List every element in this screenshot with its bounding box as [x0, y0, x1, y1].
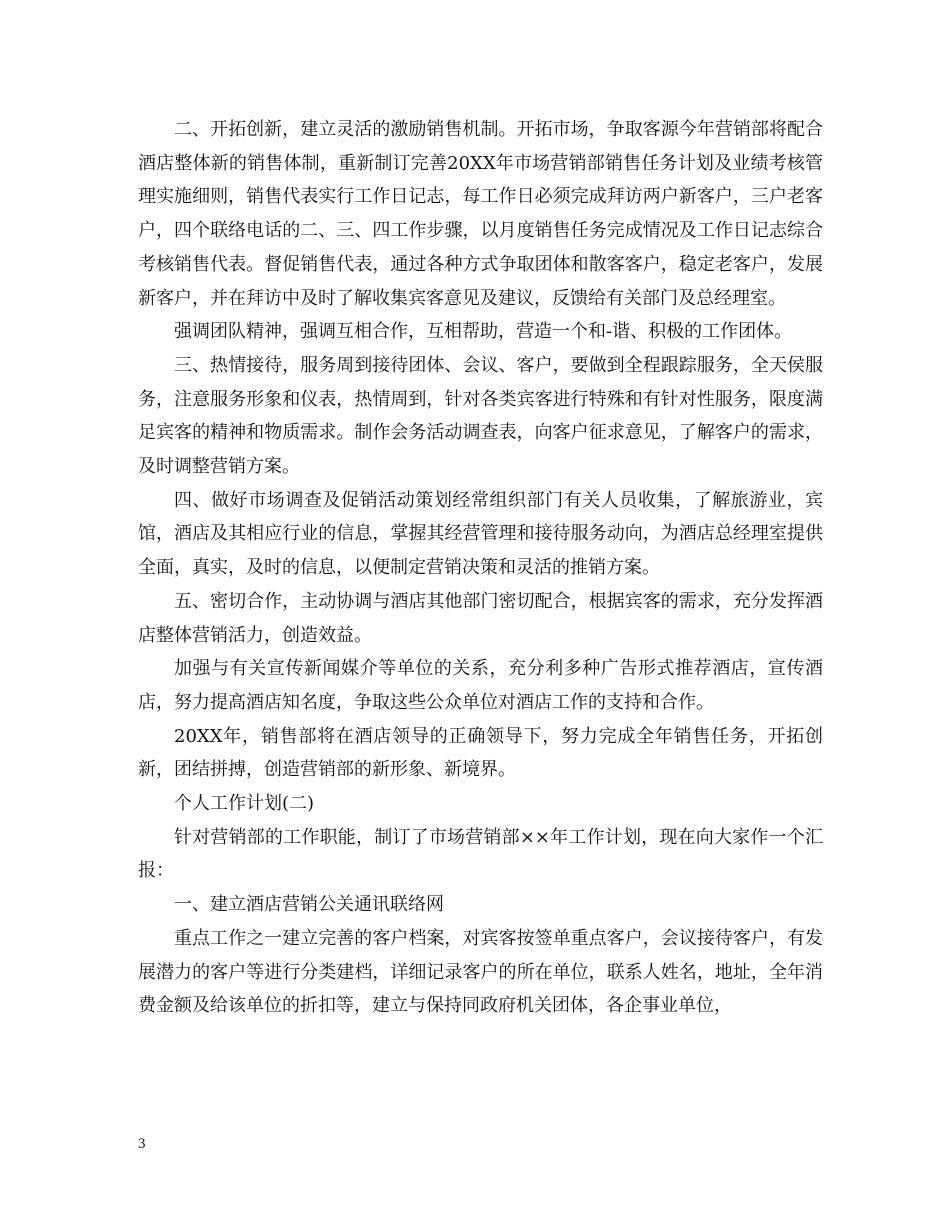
page-number: 3	[138, 1136, 146, 1152]
paragraph: 五、密切合作，主动协调与酒店其他部门密切配合，根据宾客的需求，充分发挥酒店整体营销活力，创造效益。	[138, 590, 823, 646]
paragraph: 针对营销部的工作职能，制订了市场营销部××年工作计划，现在向大家作一个汇报：	[138, 826, 823, 882]
section-heading: 个人工作计划(二)	[174, 793, 315, 815]
paragraph: 强调团队精神，强调互相合作，互相帮助，营造一个和-谐、积极的工作团体。	[174, 321, 793, 343]
section-heading: 一、建立酒店营销公关通讯联络网	[174, 894, 444, 916]
paragraph: 二、开拓创新，建立灵活的激励销售机制。开拓市场，争取客源今年营销部将配合酒店整体新的销售体制，重新制订完善20XX年市场营销部销售任务计划及业绩考核管理实施细则，销售代表实行工作日记志，每工作日必须完成拜访两户新客户，三户老客户，四个联络电话的二、三、四工作步骤，以月度销售任务完成情况及工作日记志综合考核销售代表。督促销售代表，通过各种方式争取团体和散客客户，稳定老客户，发展新客户，并在拜访中及时了解收集宾客意见及建议，反馈给有关部门及总经理室。	[138, 119, 823, 309]
paragraph: 加强与有关宣传新闻媒介等单位的关系，充分利多种广告形式推荐酒店，宣传酒店，努力提高酒店知名度，争取这些公众单位对酒店工作的支持和合作。	[138, 658, 823, 713]
paragraph: 四、做好市场调查及促销活动策划经常组织部门有关人员收集，了解旅游业，宾馆，酒店及其相应行业的信息，掌握其经营管理和接待服务动向，为酒店总经理室提供全面，真实，及时的信息，以便制定营销决策和灵活的推销方案。	[138, 489, 823, 579]
paragraph: 20XX年，销售部将在酒店领导的正确领导下，努力完成全年销售任务，开拓创新，团结拼搏，创造营销部的新形象、新境界。	[138, 725, 823, 781]
document-body	[138, 113, 823, 1023]
paragraph: 重点工作之一建立完善的客户档案，对宾客按签单重点客户，会议接待客户，有发展潜力的客户等进行分类建档，详细记录客户的所在单位，联系人姓名，地址，全年消费金额及给该单位的折扣等，建立与保持同政府机关团体，各企事业单位，	[138, 927, 823, 1017]
paragraph: 三、热情接待，服务周到接待团体、会议、客户，要做到全程跟踪服务，全天侯服务，注意服务形象和仪表，热情周到，针对各类宾客进行特殊和有针对性服务，限度满足宾客的精神和物质需求。制作会务活动调查表，向客户征求意见，了解客户的需求，及时调整营销方案。	[138, 354, 823, 478]
